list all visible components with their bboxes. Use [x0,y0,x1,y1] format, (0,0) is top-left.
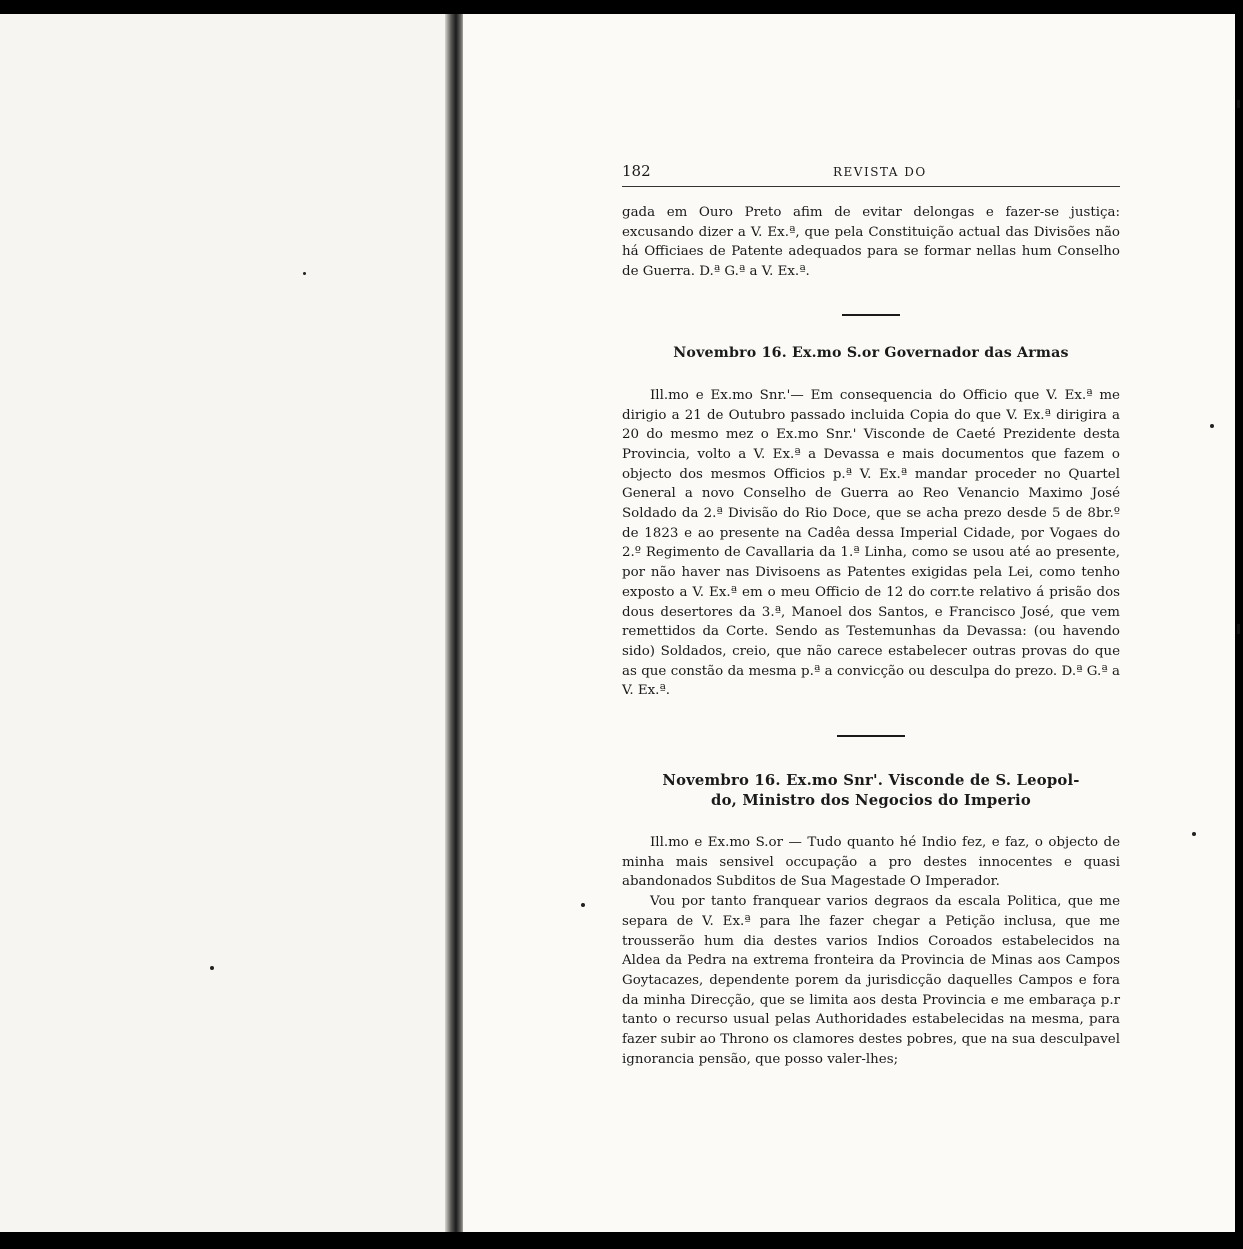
section-heading-visconde-line1: Novembro 16. Ex.mo Snr'. Visconde de S. Leopol- [662,772,1080,790]
running-title: REVISTA DO [833,165,927,179]
edge-mark [1237,100,1240,108]
running-head [622,160,1120,187]
dust-speck [303,272,306,275]
section-divider [842,314,900,316]
page-content [622,160,1120,1070]
section-divider [837,735,905,737]
edge-mark [1237,624,1240,634]
paragraph-letter-visconde: Ill.mo e Ex.mo S.or — Tudo quanto hé Indio fez, e faz, o objecto de minha mais sensivel occupação a pro destes innocentes e quasi abandonados Subditos de Sua Magestade O Imperador. [622,835,1120,890]
dust-speck [1210,424,1214,428]
paragraph-letter-governador: Ill.mo e Ex.mo Snr.'— Em consequencia do Officio que V. Ex.ª me dirigio a 21 de Outubro passado incluida Copia do que V. Ex.ª dirigira a 20 do mesmo mez o Ex.mo Snr.' Visconde de Caeté Prezidente desta Provincia, volto a V. Ex.ª a Devassa e mais documentos que fazem o objecto dos mesmos Officios p.ª V. Ex.ª mandar proceder no Quartel General a novo Conselho de Guerra ao Reo Venancio Maximo José Soldado da 2.ª Divisão do Rio Doce, que se acha prezo desde 5 de 8br.º de 1823 e ao presente na Cadêa dessa Imperial Cidade, por Vogaes do 2.º Regimento de Cavallaria da 1.ª Linha, como se usou até ao presente, por não haver nas Divisoens as Patentes exigidas pela Lei, como tenho exposto a V. Ex.ª em o meu Officio de 12 do corr.te relativo á prisão dos dous desertores da 3.ª, Manoel dos Santos, e Francisco José, que vem remettidos da Corte. Sendo as Testemunhas da Devassa: (ou havendo sido) Soldados, creio, que não carece estabelecer outras provas do que as que constão da mesma p.ª a convicção ou desculpa do prezo. D.ª G.ª a V. Ex.ª. [622,387,1120,699]
page-number: 182 [622,162,651,180]
paragraph-letter-visconde-cont: Vou por tanto franquear varios degraos da escala Politica, que me separa de V. Ex.ª para lhe fazer chegar a Petição inclusa, que me trousserão hum dia destes varios Indios Coroados estabelecidos na Aldea da Pedra na extrema fronteira da Provincia de Minas aos Campos Goytacazes, dependente porem da jurisdicção daquelles Campos e fora da minha Direcção, que se limita aos desta Provincia e me embaraça p.r tanto o recurso usual pelas Authoridades estabelecidas na mesma, para fazer subir ao Throno os clamores destes pobres, que na sua desculpavel ignorancia pensão, que posso valer-lhes; [622,894,1120,1067]
section-heading-governador: Novembro 16. Ex.mo S.or Governador das Armas [673,344,1069,361]
book-gutter [445,14,465,1232]
dust-speck [210,966,214,970]
dust-speck [1192,832,1196,836]
paragraph-continuation: gada em Ouro Preto afim de evitar delongas e fazer-se justiça: excusando dizer a V. Ex.ª, que pela Constituição actual das Divisões não há Officiaes de Patente adequados para se formar nellas hum Conselho de Guerra. D.ª G.ª a V. Ex.ª. [622,205,1120,280]
section-heading-visconde-line2: do, Ministro dos Negocios do Imperio [711,792,1031,810]
dust-speck [581,903,585,907]
left-page-blank [0,14,455,1232]
section-heading-visconde [622,771,1120,811]
